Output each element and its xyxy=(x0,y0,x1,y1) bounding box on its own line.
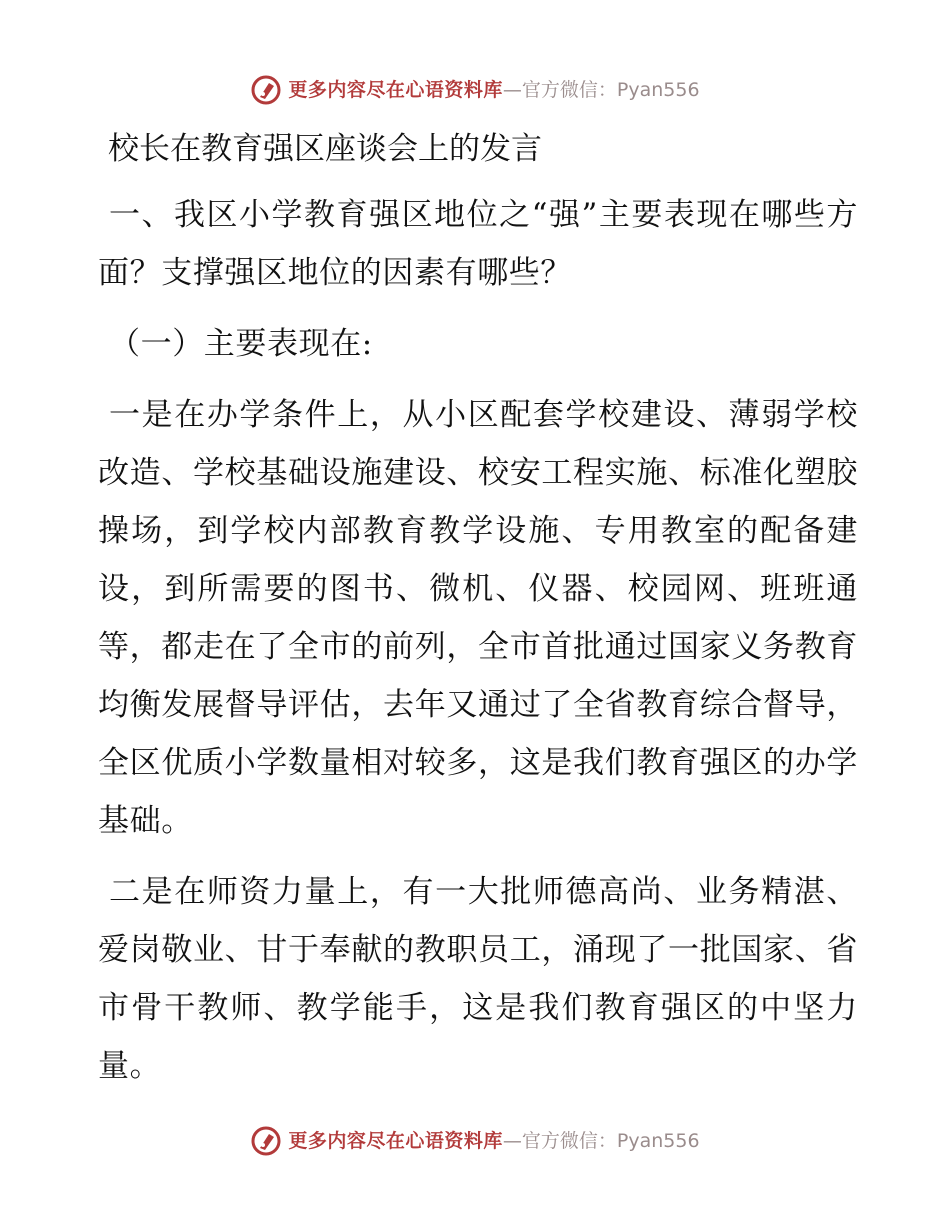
header-watermark xyxy=(0,74,950,106)
paragraph-conditions: 一是在办学条件上，从小区配套学校建设、薄弱学校改造、学校基础设施建设、校安工程实施、标准化塑胶操场，到学校内部教育教学设施、专用教室的配备建设，到所需要的图书、微机、仪器、校园网、班班通等，都走在了全市的前列，全市首批通过国家义务教育均衡发展督导评估，去年又通过了全省教育综合督导，全区优质小学数量相对较多，这是我们教育强区的办学基础。 xyxy=(98,397,858,839)
document-body xyxy=(98,120,858,1108)
watermark-secondary-text: —官方微信：Pyan556 xyxy=(502,1130,700,1152)
watermark-primary-text: 更多内容尽在心语资料库 xyxy=(288,79,503,101)
pen-nib-logo-icon xyxy=(250,74,282,106)
paragraph-teachers: 二是在师资力量上，有一大批师德高尚、业务精湛、爱岗敬业、甘于奉献的教职员工，涌现了一批国家、省市骨干教师、教学能手，这是我们教育强区的中坚力量。 xyxy=(98,874,858,1084)
watermark-secondary-text: —官方微信：Pyan556 xyxy=(502,79,700,101)
paragraph-subheading: （一）主要表现在: xyxy=(109,326,373,362)
pen-nib-logo-icon xyxy=(250,1125,282,1157)
document-title: 校长在教育强区座谈会上的发言 xyxy=(108,131,542,167)
watermark-primary-text: 更多内容尽在心语资料库 xyxy=(288,1130,503,1152)
footer-watermark xyxy=(0,1125,950,1157)
paragraph-question: 一、我区小学教育强区地位之“强”主要表现在哪些方面？支撑强区地位的因素有哪些？ xyxy=(98,197,858,291)
